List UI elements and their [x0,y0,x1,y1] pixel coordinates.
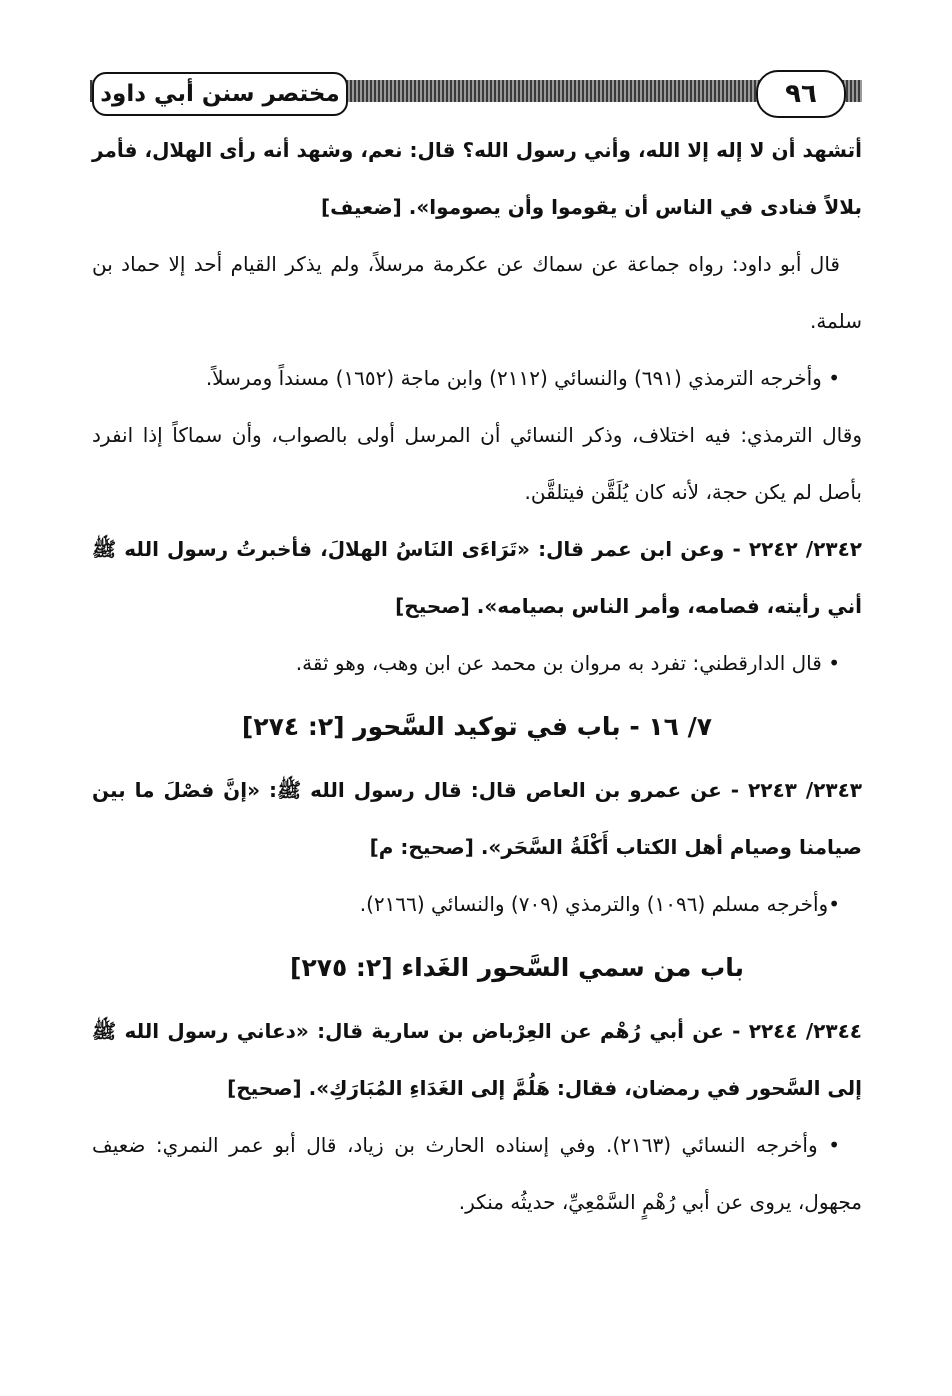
takhrij-nasai-note: • وأخرجه النسائي (٢١٦٣). وفي إسناده الحارث بن زياد، قال أبو عمر النمري: ضعيف مجهول، يروى عن أبي رُهْمٍ السَّمْعِيِّ، حديثُه منكر. [92,1133,862,1214]
page-header [90,70,862,122]
takhrij-muslim-note: •وأخرجه مسلم (١٠٩٦) والترمذي (٧٠٩) والنسائي (٢١٦٦). [359,892,840,916]
commentary-abu-dawud: قال أبو داود: رواه جماعة عن سماك عن عكرمة مرسلاً، ولم يذكر القيام أحد إلا حماد بن سلمة. [92,252,862,333]
chapter-heading-suhur: ٧/ ١٦ - باب في توكيد السَّحور [٢: ٢٧٤] [241,712,713,741]
book-title-frame [92,72,348,116]
chapter-heading-ghada: باب من سمي السَّحور الغَداء [٢: ٢٧٥] [290,953,744,982]
page-body [92,122,862,1231]
hadith-2342: ٢٣٤٢/ ٢٢٤٢ - وعن ابن عمر قال: «تَرَاءَى النَاسُ الهلالَ، فأخبرتُ رسول الله ﷺ أني رأيته، فصامه، وأمر الناس بصيامه». [صحيح] [92,537,862,618]
daraqutni-note: • قال الدارقطني: تفرد به مروان بن محمد عن ابن وهب، وهو ثقة. [295,651,840,675]
takhrij-note: • وأخرجه الترمذي (٦٩١) والنسائي (٢١١٢) وابن ماجة (١٦٥٢) مسنداً ومرسلاً. [205,366,840,390]
book-title: مختصر سنن أبي داود [100,81,340,107]
hadith-2344: ٢٣٤٤/ ٢٢٤٤ - عن أبي رُهْم عن العِرْباض بن سارية قال: «دعاني رسول الله ﷺ إلى السَّحور في رمضان، فقال: هَلُمَّ إلى الغَدَاءِ المُبَارَكِ». [صحيح] [92,1019,862,1100]
page-number-frame [756,70,846,118]
page-number: ٩٦ [785,79,817,109]
hadith-continuation: أتشهد أن لا إله إلا الله، وأني رسول الله؟ قال: نعم، وشهد أنه رأى الهلال، فأمر بلالاً فنادى في الناس أن يقوموا وأن يصوموا». [ضعيف] [92,138,862,219]
hadith-2343: ٢٣٤٣/ ٢٢٤٣ - عن عمرو بن العاص قال: قال رسول الله ﷺ: «إنَّ فصْلَ ما بين صيامنا وصيام أهل الكتاب أَكْلَةُ السَّحَر». [صحيح: م] [92,778,862,859]
commentary-tirmidhi: وقال الترمذي: فيه اختلاف، وذكر النسائي أن المرسل أولى بالصواب، وأن سماكاً إذا انفرد بأصل لم يكن حجة، لأنه كان يُلَقَّن فيتلقَّن. [92,423,862,504]
